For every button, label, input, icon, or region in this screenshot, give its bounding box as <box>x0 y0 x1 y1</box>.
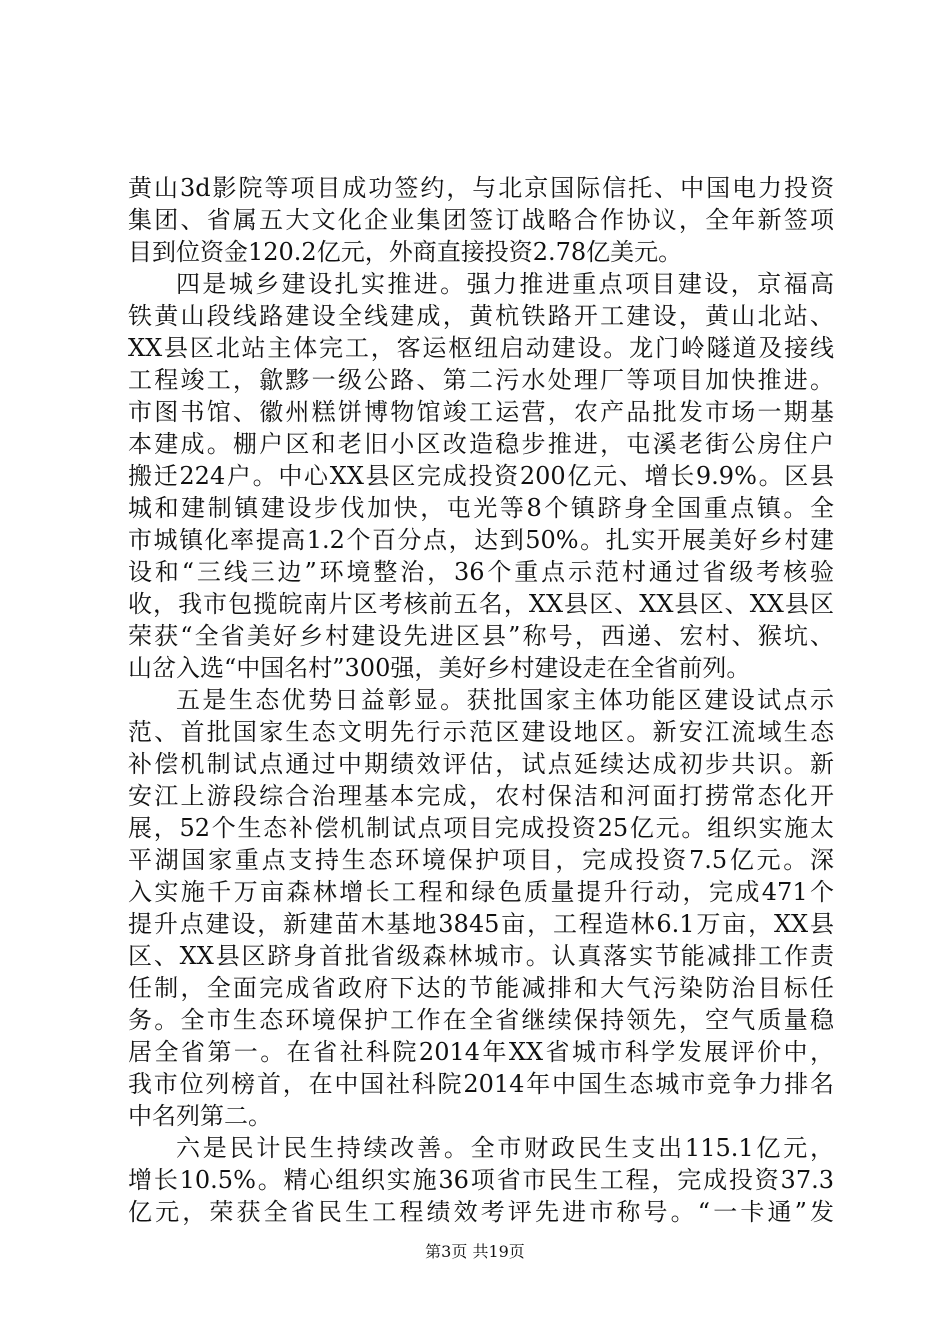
text-line: 五是生态优势日益彰显。获批国家主体功能区建设试点示 <box>176 686 834 714</box>
text-line: 补偿机制试点通过中期绩效评估，试点延续达成初步共识。新 <box>128 750 834 778</box>
text-line: 设和“三线三边”环境整治，36个重点示范村通过省级考核验 <box>128 558 834 586</box>
text-line: 亿元，荣获全省民生工程绩效考评先进市称号。“一卡通”发 <box>128 1198 834 1226</box>
text-line: 六是民计民生持续改善。全市财政民生支出115.1亿元， <box>176 1134 834 1162</box>
text-line: 区、XX县区跻身首批省级森林城市。认真落实节能减排工作责 <box>128 942 834 970</box>
text-line: 集团、省属五大文化企业集团签订战略合作协议，全年新签项 <box>128 206 834 234</box>
text-line: 工程竣工，歙黟一级公路、第二污水处理厂等项目加快推进。 <box>128 366 834 394</box>
text-line: 范、首批国家生态文明先行示范区建设地区。新安江流域生态 <box>128 718 834 746</box>
text-line: 提升点建设，新建苗木基地3845亩，工程造林6.1万亩，XX县 <box>128 910 834 938</box>
page-number-footer: 第3页 共19页 <box>425 1242 525 1261</box>
text-line: 入实施千万亩森林增长工程和绿色质量提升行动，完成471个 <box>128 878 834 906</box>
document-body <box>128 172 834 1228</box>
text-line: 任制，全面完成省政府下达的节能减排和大气污染防治目标任 <box>128 974 834 1002</box>
text-line: 安江上游段综合治理基本完成，农村保洁和河面打捞常态化开 <box>128 782 834 810</box>
text-line: 市城镇化率提高1.2个百分点，达到50%。扎实开展美好乡村建 <box>128 526 834 554</box>
text-line: 荣获“全省美好乡村建设先进区县”称号，西递、宏村、猴坑、 <box>128 622 834 650</box>
text-line: 我市位列榜首，在中国社科院2014年中国生态城市竞争力排名 <box>128 1070 834 1098</box>
text-line: 增长10.5%。精心组织实施36项省市民生工程，完成投资37.3 <box>128 1166 834 1194</box>
text-line: 居全省第一。在省社科院2014年XX省城市科学发展评价中， <box>128 1038 834 1066</box>
text-line: 务。全市生态环境保护工作在全省继续保持领先，空气质量稳 <box>128 1006 834 1034</box>
text-line: 搬迁224户。中心XX县区完成投资200亿元、增长9.9%。区县 <box>128 462 834 490</box>
text-line: 城和建制镇建设步伐加快，屯光等8个镇跻身全国重点镇。全 <box>128 494 834 522</box>
text-line: XX县区北站主体完工，客运枢纽启动建设。龙门岭隧道及接线 <box>128 334 834 362</box>
text-line: 市图书馆、徽州糕饼博物馆竣工运营，农产品批发市场一期基 <box>128 398 834 426</box>
text-line: 收，我市包揽皖南片区考核前五名，XX县区、XX县区、XX县区 <box>128 590 834 618</box>
text-line: 四是城乡建设扎实推进。强力推进重点项目建设，京福高 <box>176 270 834 298</box>
text-line: 目到位资金120.2亿元，外商直接投资2.78亿美元。 <box>128 238 683 266</box>
text-line: 本建成。棚户区和老旧小区改造稳步推进，屯溪老街公房住户 <box>128 430 834 458</box>
text-line: 山岔入选“中国名村”300强，美好乡村建设走在全省前列。 <box>128 654 751 682</box>
text-line: 铁黄山段线路建设全线建成，黄杭铁路开工建设，黄山北站、 <box>128 302 834 330</box>
text-line: 展，52个生态补偿机制试点项目完成投资25亿元。组织实施太 <box>128 814 834 842</box>
text-line: 平湖国家重点支持生态环境保护项目，完成投资7.5亿元。深 <box>128 846 834 874</box>
text-line: 中名列第二。 <box>128 1102 272 1130</box>
text-line: 黄山3d影院等项目成功签约，与北京国际信托、中国电力投资 <box>128 174 834 202</box>
